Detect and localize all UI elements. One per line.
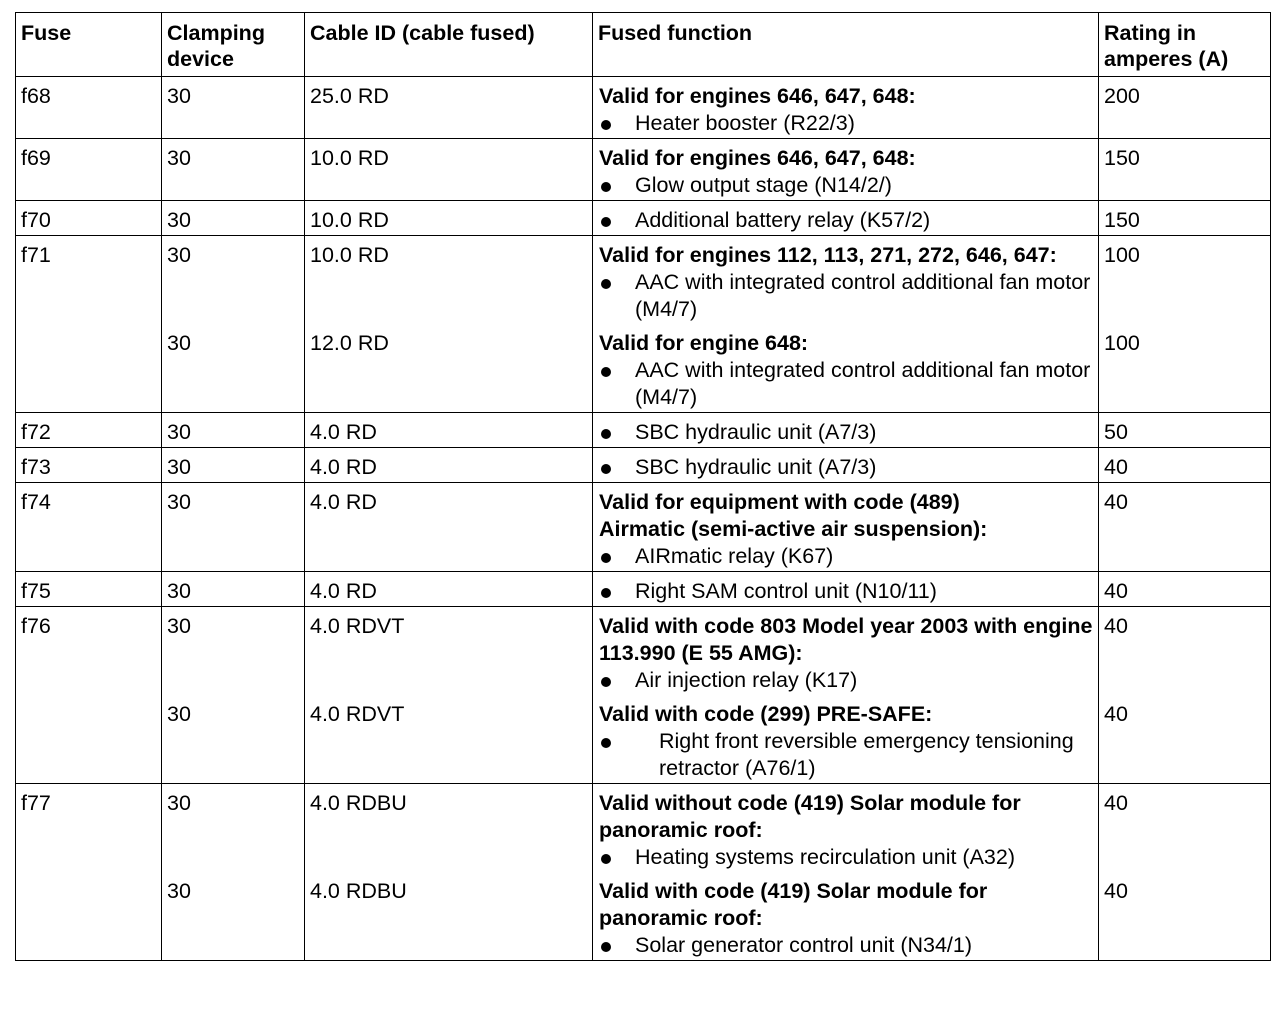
rating-cell: 200 <box>1099 77 1271 139</box>
function-heading: Valid for equipment with code (489) <box>599 490 960 514</box>
function-item: AAC with integrated control additional fan motor (M4/7) <box>599 269 1093 323</box>
function-heading: Valid with code (419) Solar module for panoramic roof: <box>599 879 988 930</box>
fuse-cell: f77 <box>16 784 162 873</box>
rating-cell: 40 <box>1099 872 1271 961</box>
cable-cell: 4.0 RDVT <box>305 695 593 784</box>
rating-cell: 100 <box>1099 324 1271 413</box>
bullet-icon <box>601 854 611 864</box>
function-cell <box>593 77 1099 139</box>
rating-cell: 50 <box>1099 413 1271 448</box>
bullet-icon <box>601 553 611 563</box>
rating-cell: 40 <box>1099 448 1271 483</box>
function-cell <box>593 784 1099 873</box>
fuse-cell: f70 <box>16 201 162 236</box>
function-cell <box>593 324 1099 413</box>
table-row <box>16 784 1271 873</box>
function-item: Solar generator control unit (N34/1) <box>599 932 1093 959</box>
function-cell <box>593 413 1099 448</box>
rating-cell: 150 <box>1099 139 1271 201</box>
clamp-cell: 30 <box>162 572 305 607</box>
cable-cell: 4.0 RD <box>305 413 593 448</box>
table-row <box>16 413 1271 448</box>
cable-cell: 4.0 RDVT <box>305 607 593 696</box>
function-item: Right front reversible emergency tensioning retractor (A76/1) <box>599 728 1093 782</box>
function-item: Air injection relay (K17) <box>599 667 1093 694</box>
fuse-cell: f74 <box>16 483 162 572</box>
rating-cell: 40 <box>1099 607 1271 696</box>
function-item: Right SAM control unit (N10/11) <box>599 578 1093 605</box>
function-item: SBC hydraulic unit (A7/3) <box>599 419 1093 446</box>
cable-cell: 10.0 RD <box>305 139 593 201</box>
header-cable-id: Cable ID (cable fused) <box>305 13 593 77</box>
clamp-cell: 30 <box>162 139 305 201</box>
table-row <box>16 77 1271 139</box>
function-heading: Airmatic (semi-active air suspension): <box>599 517 988 541</box>
rating-cell: 100 <box>1099 236 1271 325</box>
fuse-cell: f76 <box>16 607 162 696</box>
rating-cell: 40 <box>1099 695 1271 784</box>
table-row <box>16 448 1271 483</box>
header-rating: Rating in amperes (A) <box>1099 13 1271 77</box>
bullet-icon <box>601 588 611 598</box>
bullet-icon <box>601 738 611 748</box>
rating-cell: 40 <box>1099 483 1271 572</box>
table-row-continued <box>16 872 1271 961</box>
bullet-icon <box>601 429 611 439</box>
function-cell <box>593 872 1099 961</box>
header-fused-function: Fused function <box>593 13 1099 77</box>
fuse-cell: f68 <box>16 77 162 139</box>
fuse-cell: f71 <box>16 236 162 325</box>
cable-cell: 25.0 RD <box>305 77 593 139</box>
table-row <box>16 572 1271 607</box>
function-item: Heating systems recirculation unit (A32) <box>599 844 1093 871</box>
clamp-cell: 30 <box>162 236 305 325</box>
function-cell <box>593 607 1099 696</box>
function-cell <box>593 201 1099 236</box>
function-cell <box>593 695 1099 784</box>
table-row-continued <box>16 324 1271 413</box>
clamp-cell: 30 <box>162 324 305 413</box>
fuse-cell: f72 <box>16 413 162 448</box>
rating-cell: 150 <box>1099 201 1271 236</box>
cable-cell: 4.0 RD <box>305 448 593 483</box>
clamp-cell: 30 <box>162 784 305 873</box>
function-item: Additional battery relay (K57/2) <box>599 207 1093 234</box>
clamp-cell: 30 <box>162 483 305 572</box>
bullet-icon <box>601 464 611 474</box>
function-cell <box>593 572 1099 607</box>
clamp-cell: 30 <box>162 872 305 961</box>
function-cell <box>593 236 1099 325</box>
function-item: Heater booster (R22/3) <box>599 110 1093 137</box>
function-item: Glow output stage (N14/2/) <box>599 172 1093 199</box>
clamp-cell: 30 <box>162 201 305 236</box>
function-heading: Valid for engines 646, 647, 648: <box>599 84 916 108</box>
clamp-cell: 30 <box>162 695 305 784</box>
function-cell <box>593 139 1099 201</box>
table-row-continued <box>16 695 1271 784</box>
fuse-cell: f75 <box>16 572 162 607</box>
function-item: SBC hydraulic unit (A7/3) <box>599 454 1093 481</box>
header-row <box>16 13 1271 77</box>
bullet-icon <box>601 120 611 130</box>
fuse-cell-empty <box>16 695 162 784</box>
cable-cell: 10.0 RD <box>305 201 593 236</box>
function-heading: Valid for engines 646, 647, 648: <box>599 146 916 170</box>
cable-cell: 12.0 RD <box>305 324 593 413</box>
bullet-icon <box>601 217 611 227</box>
clamp-cell: 30 <box>162 448 305 483</box>
bullet-icon <box>601 182 611 192</box>
fuse-cell-empty <box>16 872 162 961</box>
function-heading: Valid for engines 112, 113, 271, 272, 646, 647: <box>599 243 1057 267</box>
function-heading: Valid with code (299) PRE-SAFE: <box>599 702 933 726</box>
bullet-icon <box>601 942 611 952</box>
rating-cell: 40 <box>1099 572 1271 607</box>
function-heading: Valid for engine 648: <box>599 331 809 355</box>
rating-cell: 40 <box>1099 784 1271 873</box>
fuse-cell: f73 <box>16 448 162 483</box>
fuse-table <box>15 12 1271 961</box>
header-fuse: Fuse <box>16 13 162 77</box>
fuse-cell: f69 <box>16 139 162 201</box>
cable-cell: 10.0 RD <box>305 236 593 325</box>
bullet-icon <box>601 677 611 687</box>
fuse-cell-empty <box>16 324 162 413</box>
cable-cell: 4.0 RD <box>305 572 593 607</box>
clamp-cell: 30 <box>162 413 305 448</box>
table-row <box>16 201 1271 236</box>
table-row <box>16 139 1271 201</box>
function-item: AAC with integrated control additional fan motor (M4/7) <box>599 357 1093 411</box>
bullet-icon <box>601 367 611 377</box>
clamp-cell: 30 <box>162 607 305 696</box>
function-cell <box>593 483 1099 572</box>
function-item: AIRmatic relay (K67) <box>599 543 1093 570</box>
table-row <box>16 483 1271 572</box>
cable-cell: 4.0 RDBU <box>305 872 593 961</box>
table-row <box>16 236 1271 325</box>
cable-cell: 4.0 RD <box>305 483 593 572</box>
function-heading: Valid without code (419) Solar module for panoramic roof: <box>599 791 1021 842</box>
function-heading: Valid with code 803 Model year 2003 with engine 113.990 (E 55 AMG): <box>599 614 1093 665</box>
cable-cell: 4.0 RDBU <box>305 784 593 873</box>
table-row <box>16 607 1271 696</box>
clamp-cell: 30 <box>162 77 305 139</box>
header-clamping-device: Clamping device <box>162 13 305 77</box>
function-cell <box>593 448 1099 483</box>
bullet-icon <box>601 279 611 289</box>
